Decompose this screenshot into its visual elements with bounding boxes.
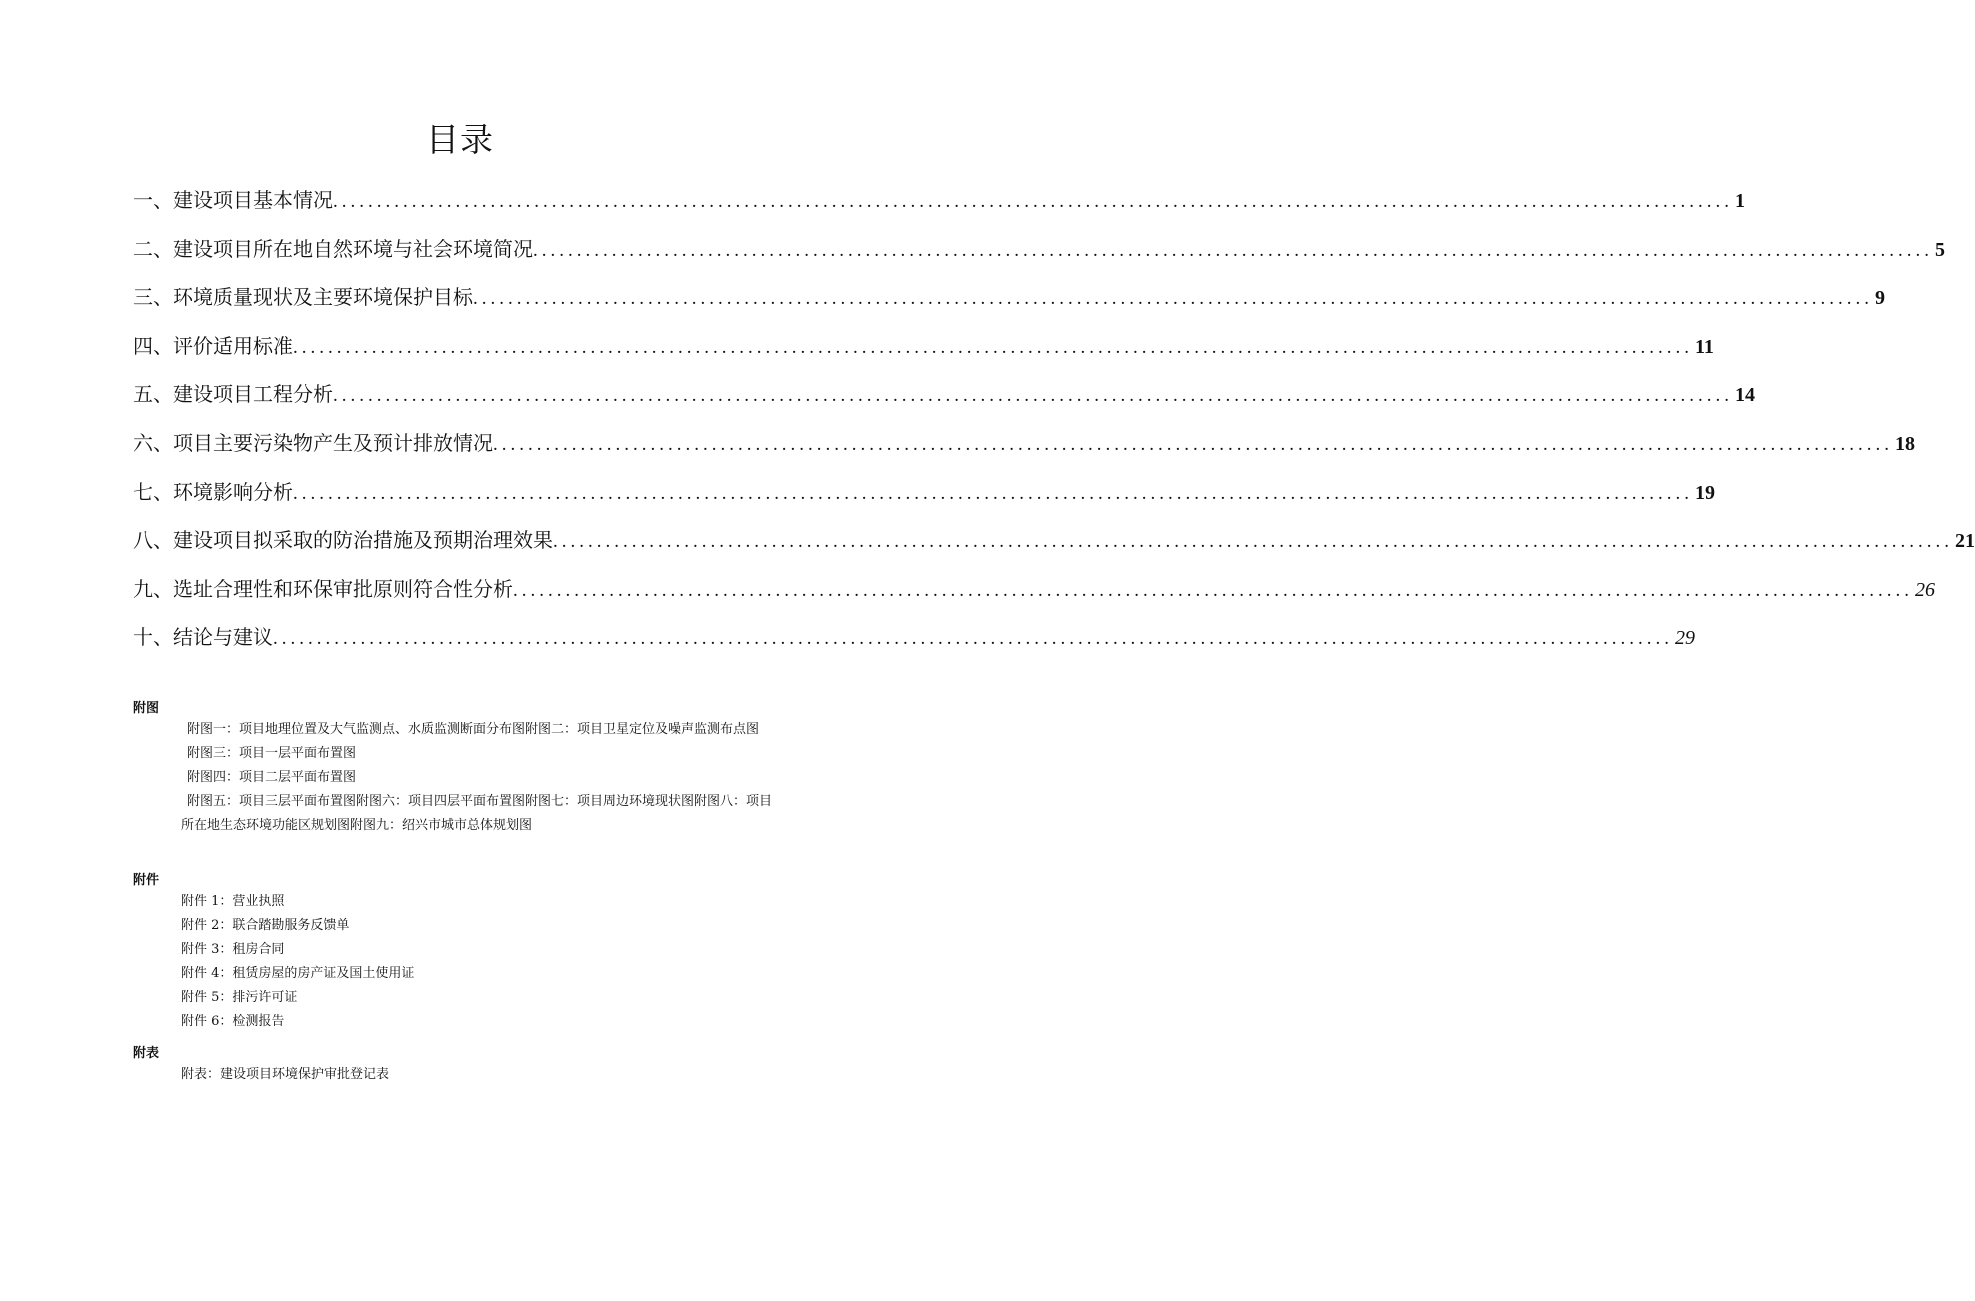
toc-entry[interactable] <box>133 225 1945 274</box>
toc-entry-number: 九、 <box>133 576 173 601</box>
toc-dot-leader: ................................................................................................................................................................ <box>293 482 1693 504</box>
toc-entry-number: 二、 <box>133 236 173 261</box>
toc-entry[interactable] <box>133 176 1745 225</box>
toc-entry[interactable] <box>133 370 1755 419</box>
attachment-item: 附件 5：排污许可证 <box>181 990 298 1005</box>
attachments-heading: 附件 <box>133 873 160 888</box>
toc-entry-title: 建设项目基本情况 <box>173 188 333 212</box>
toc-entry-number: 十、 <box>133 625 173 650</box>
toc-entry[interactable] <box>133 273 1885 322</box>
figure-item: 附图五：项目三层平面布置图附图六：项目四层平面布置图附图七：项目周边环境现状图附图八：项目所在地生态环境功能区规划图附图九：绍兴市城市总体规划图 <box>181 794 773 833</box>
toc-entry-title: 结论与建议 <box>173 625 273 650</box>
tables-heading: 附表 <box>133 1046 160 1061</box>
toc-entry-number: 六、 <box>133 430 173 455</box>
attachment-item: 附件 3：租房合同 <box>181 942 285 957</box>
attachment-item: 附件 6：检测报告 <box>181 1014 285 1029</box>
toc-entry-number: 一、 <box>133 188 173 212</box>
toc-dot-leader: ................................................................................................................................................................ <box>273 628 1673 650</box>
toc-entry-page: 21 <box>1955 530 1975 553</box>
toc-entry-title: 环境影响分析 <box>173 479 293 504</box>
figures-list <box>181 718 773 838</box>
page-title: 目录 <box>426 120 494 159</box>
table-item: 附表：建设项目环境保护审批登记表 <box>181 1067 390 1082</box>
toc-entry-number: 五、 <box>133 382 173 407</box>
toc-entry-number: 八、 <box>133 528 173 553</box>
toc-dot-leader: ................................................................................................................................................................ <box>493 433 1893 455</box>
toc-entry-title: 建设项目所在地自然环境与社会环境简况 <box>173 236 533 261</box>
table-of-contents <box>133 176 1975 662</box>
figure-item: 附图三：项目一层平面布置图 <box>187 746 357 761</box>
toc-entry-page: 11 <box>1695 335 1714 358</box>
attachment-item: 附件 4：租赁房屋的房产证及国土使用证 <box>181 966 415 981</box>
toc-entry-page: 5 <box>1935 238 1945 261</box>
toc-entry-page: 14 <box>1735 384 1755 407</box>
toc-entry[interactable] <box>133 516 1975 565</box>
toc-entry-page: 1 <box>1735 190 1745 212</box>
attachments-list <box>181 890 773 1034</box>
toc-entry-page: 9 <box>1875 287 1885 310</box>
toc-entry-title: 建设项目拟采取的防治措施及预期治理效果 <box>173 528 553 553</box>
toc-entry-title: 建设项目工程分析 <box>173 382 333 407</box>
toc-entry-title: 项目主要污染物产生及预计排放情况 <box>173 430 493 455</box>
toc-entry[interactable] <box>133 613 1695 662</box>
figures-heading: 附图 <box>133 701 160 716</box>
figure-item: 附图四：项目二层平面布置图 <box>187 770 357 785</box>
figure-item: 附图一：项目地理位置及大气监测点、水质监测断面分布图附图二：项目卫星定位及噪声监测布点图 <box>187 722 760 737</box>
toc-dot-leader: ................................................................................................................................................................ <box>333 385 1733 407</box>
toc-dot-leader: ................................................................................................................................................................ <box>533 239 1933 261</box>
toc-entry-page: 29 <box>1675 627 1695 650</box>
toc-entry-title: 评价适用标准 <box>173 333 293 358</box>
toc-dot-leader: ................................................................................................................................................................ <box>553 531 1953 553</box>
attachment-item: 附件 1：营业执照 <box>181 894 285 909</box>
attachment-item: 附件 2：联合踏勘服务反馈单 <box>181 918 350 933</box>
toc-entry[interactable] <box>133 322 1714 371</box>
toc-entry[interactable] <box>133 565 1935 614</box>
toc-entry[interactable] <box>133 468 1715 517</box>
toc-entry-number: 七、 <box>133 479 173 504</box>
toc-dot-leader: ................................................................................................................................................................ <box>513 579 1913 601</box>
toc-entry[interactable] <box>133 419 1915 468</box>
toc-entry-number: 四、 <box>133 333 173 358</box>
toc-entry-page: 19 <box>1695 481 1715 504</box>
toc-entry-page: 26 <box>1915 578 1935 601</box>
toc-entry-title: 环境质量现状及主要环境保护目标 <box>173 285 473 310</box>
tables-list <box>181 1063 773 1087</box>
toc-dot-leader: ................................................................................................................................................................ <box>473 288 1873 310</box>
toc-entry-title: 选址合理性和环保审批原则符合性分析 <box>173 576 513 601</box>
toc-entry-number: 三、 <box>133 285 173 310</box>
toc-dot-leader: ................................................................................................................................................................ <box>293 336 1693 358</box>
toc-dot-leader: ................................................................................................................................................................ <box>333 191 1733 212</box>
toc-entry-page: 18 <box>1895 432 1915 455</box>
